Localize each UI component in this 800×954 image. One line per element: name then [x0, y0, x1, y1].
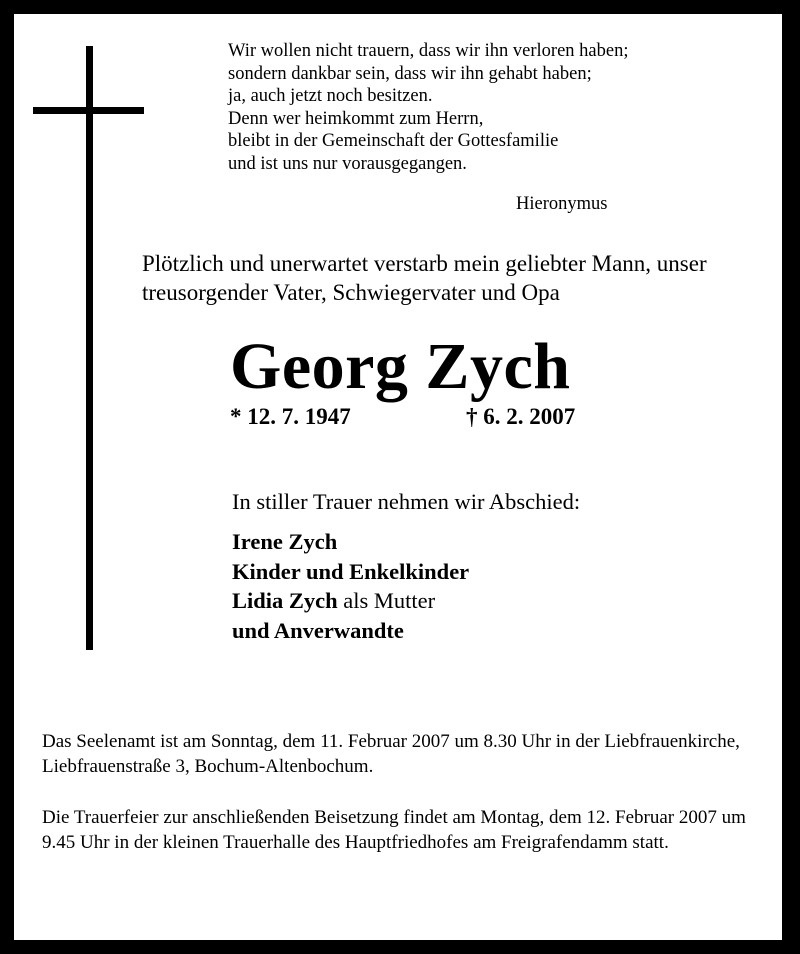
- quote-line: Denn wer heimkommt zum Herrn,: [228, 108, 484, 129]
- quote-line: ja, auch jetzt noch besitzen.: [228, 86, 433, 106]
- mourner-mother-name: Lidia Zych: [232, 588, 338, 613]
- mourning-line: In stiller Trauer nehmen wir Abschied:: [232, 489, 581, 514]
- birth-date: * 12. 7. 1947: [230, 404, 351, 429]
- cross-vertical-bar: [86, 46, 93, 650]
- mourner-relatives: und Anverwandte: [232, 617, 404, 643]
- quote-line: bleibt in der Gemeinschaft der Gottesfamilie: [228, 131, 559, 151]
- quote-line: sondern dankbar sein, dass wir ihn gehabt haben;: [228, 63, 592, 84]
- deceased-name: Georg Zych: [230, 330, 571, 403]
- cross-horizontal-bar: [33, 107, 144, 114]
- funeral-notice: Die Trauerfeier zur anschließenden Beisetzung findet am Montag, dem 12. Februar 2007 um 9.45 Uhr in der kleinen Trauerhalle des Hauptfriedhofes am Freigrafendamm statt.: [42, 807, 746, 853]
- mourner-spouse: Irene Zych: [232, 529, 338, 554]
- death-date: † 6. 2. 2007: [466, 404, 576, 429]
- announcement-intro: Plötzlich und unerwartet verstarb mein geliebter Mann, unser treusorgender Vater, Schwiegervater und Opa: [142, 251, 707, 305]
- mourner-family: Kinder und Enkelkinder: [232, 558, 470, 584]
- quote-line: Wir wollen nicht trauern, dass wir ihn verloren haben;: [228, 41, 629, 61]
- quote-author: Hieronymus: [516, 194, 608, 214]
- memorial-quote: [228, 40, 628, 175]
- mourner-mother-role: als Mutter: [337, 588, 436, 613]
- quote-line: und ist uns nur vorausgegangen.: [228, 153, 467, 174]
- life-dates: [230, 404, 576, 430]
- mourner-mother: [232, 586, 469, 616]
- requiem-notice: Das Seelenamt ist am Sonntag, dem 11. Februar 2007 um 8.30 Uhr in der Liebfrauenkirche, Liebfrauenstraße 3, Bochum-Altenbochum.: [42, 731, 740, 777]
- mourners-list: [232, 527, 469, 645]
